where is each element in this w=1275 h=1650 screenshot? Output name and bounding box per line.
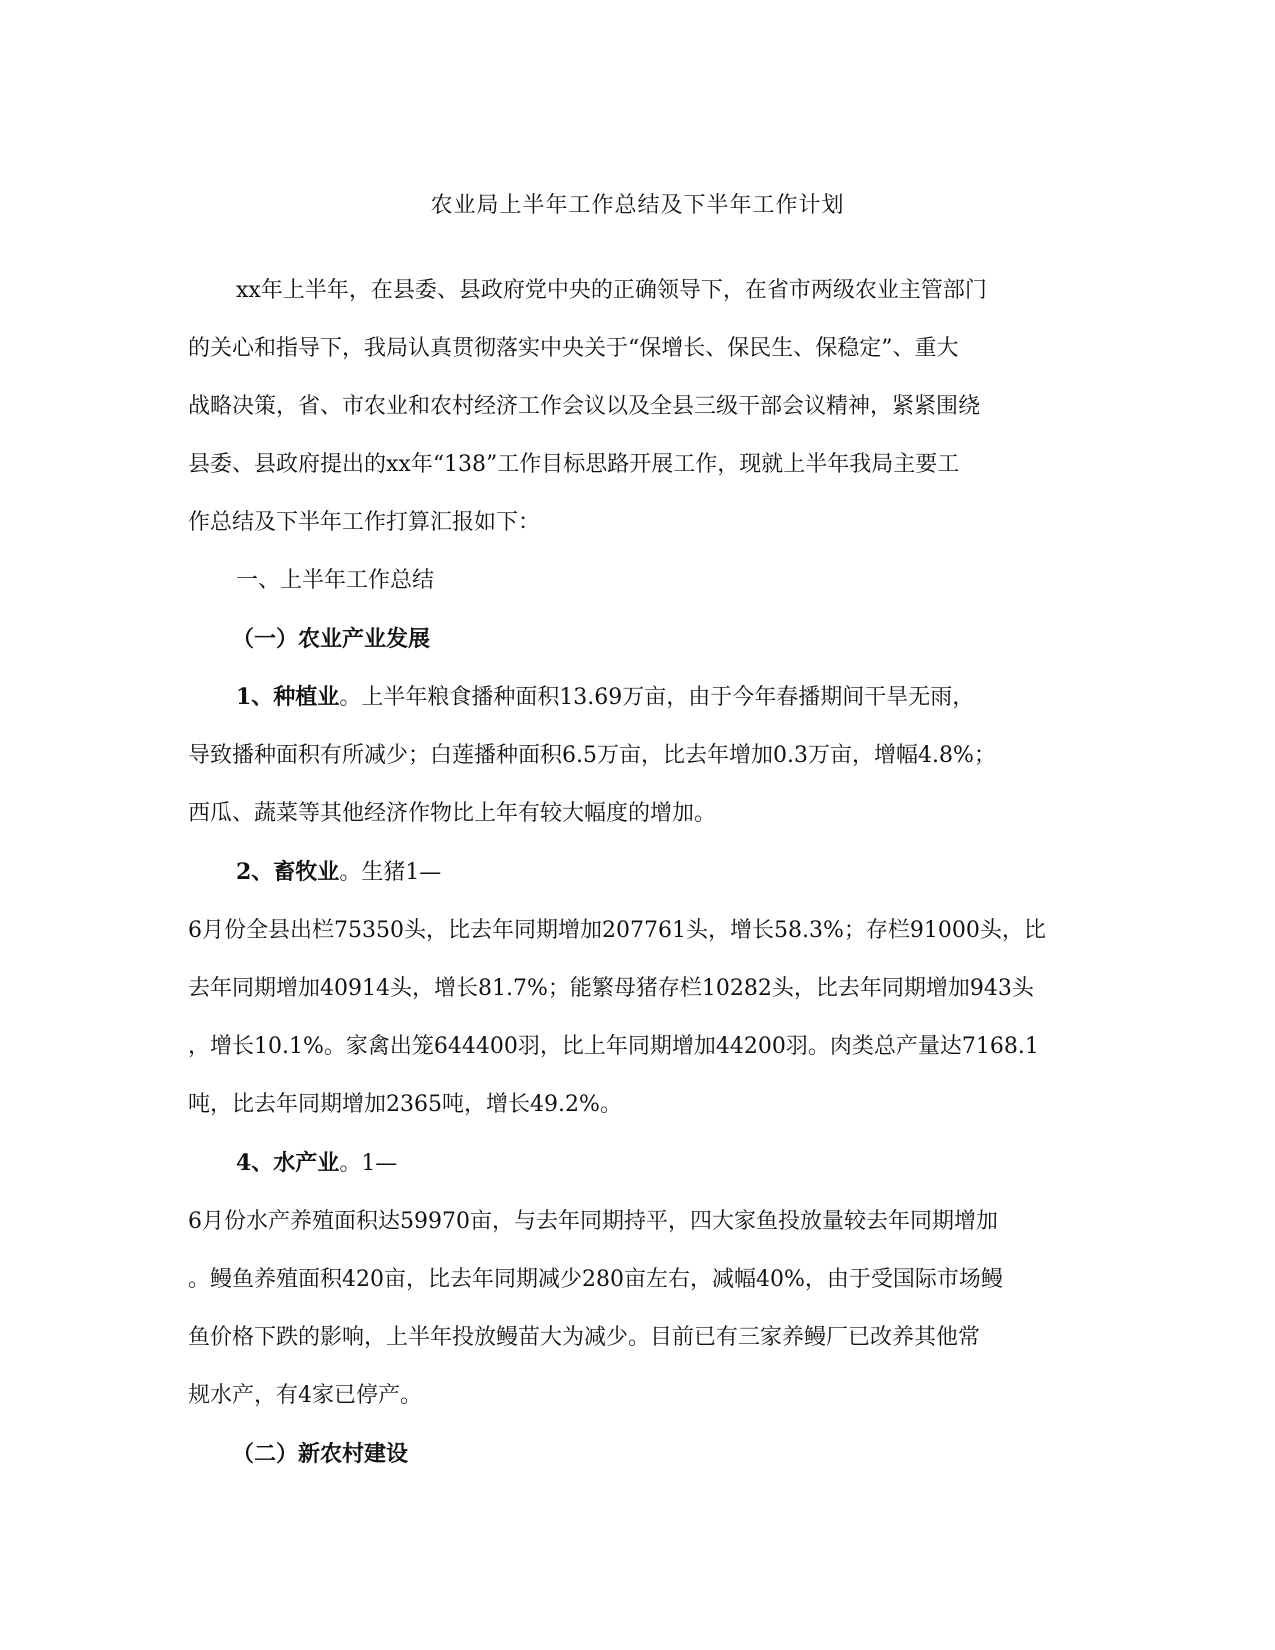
aquaculture-label: 4、水产业 <box>236 1150 340 1176</box>
aquaculture-text: 。1— <box>339 1151 398 1176</box>
aquaculture-line: 鱼价格下跌的影响，上半年投放鳗苗大为减少。目前已有三家养鳗厂已改养其他常 <box>188 1325 981 1350</box>
aquaculture-line: 。鳗鱼养殖面积420亩，比去年同期减少280亩左右，减幅40%，由于受国际市场鳗 <box>188 1267 1003 1292</box>
document-body <box>188 262 1088 1483</box>
planting-line: 导致播种面积有所减少；白莲播种面积6.5万亩，比去年增加0.3万亩，增幅4.8%； <box>188 743 996 768</box>
livestock-line: ，增长10.1%。家禽出笼644400羽，比上年同期增加44200羽。肉类总产量达7168.1 <box>188 1034 1039 1059</box>
livestock-line <box>188 843 1088 902</box>
intro-line: 作总结及下半年工作打算汇报如下： <box>188 510 541 535</box>
intro-line: 战略决策，省、市农业和农村经济工作会议以及全县三级干部会议精神，紧紧围绕 <box>188 394 981 419</box>
subsection-heading-2: （二）新农村建设 <box>232 1441 409 1467</box>
planting-text: 。上半年粮食播种面积13.69万亩，由于今年春播期间干旱无雨， <box>339 685 975 710</box>
planting-line: 西瓜、蔬菜等其他经济作物比上年有较大幅度的增加。 <box>188 801 717 826</box>
livestock-line: 6月份全县出栏75350头，比去年同期增加207761头，增长58.3%；存栏91000头，比 <box>188 918 1046 943</box>
planting-paragraph <box>188 668 1088 843</box>
livestock-line: 去年同期增加40914头，增长81.7%；能繁母猪存栏10282头，比去年同期增加943头 <box>188 976 1034 1001</box>
section-heading-1: 一、上半年工作总结 <box>236 568 435 593</box>
livestock-text: 。生猪1— <box>339 860 442 885</box>
intro-line: 县委、县政府提出的xx年“138”工作目标思路开展工作，现就上半年我局主要工 <box>188 452 960 477</box>
subsection-heading-1: （一）农业产业发展 <box>232 626 431 652</box>
aquaculture-line <box>188 1134 1088 1193</box>
planting-line <box>188 668 1088 727</box>
planting-label: 1、种植业 <box>236 684 340 710</box>
intro-line: xx年上半年，在县委、县政府党中央的正确领导下，在省市两级农业主管部门 <box>236 278 987 303</box>
livestock-label: 2、畜牧业 <box>236 859 340 885</box>
aquaculture-line: 规水产，有4家已停产。 <box>188 1383 422 1408</box>
intro-line: 的关心和指导下，我局认真贯彻落实中央关于“保增长、保民生、保稳定”、重大 <box>188 336 959 361</box>
aquaculture-line: 6月份水产养殖面积达59970亩，与去年同期持平，四大家鱼投放量较去年同期增加 <box>188 1209 998 1234</box>
livestock-paragraph <box>188 843 1088 1134</box>
document-title: 农业局上半年工作总结及下半年工作计划 <box>430 193 845 218</box>
intro-paragraph <box>188 262 1088 552</box>
livestock-line: 吨，比去年同期增加2365吨，增长49.2%。 <box>188 1092 622 1117</box>
aquaculture-paragraph <box>188 1134 1088 1425</box>
